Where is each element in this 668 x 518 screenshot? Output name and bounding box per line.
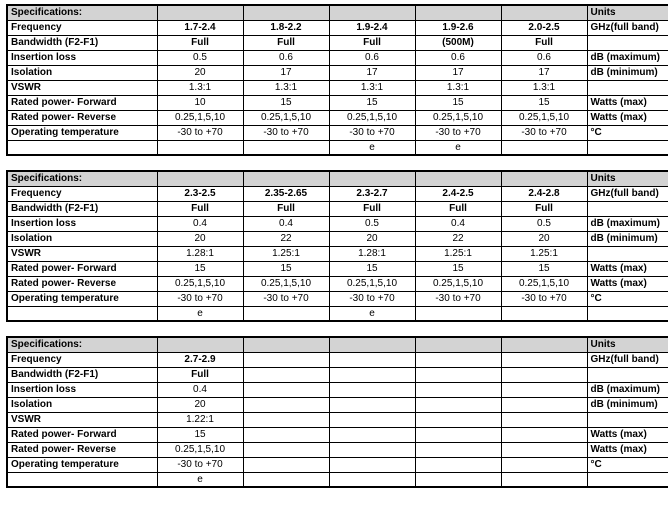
- row-value: [501, 367, 587, 382]
- header-specifications-label: Specifications:: [7, 5, 157, 20]
- row-value: [415, 427, 501, 442]
- row-units: Watts (max): [587, 110, 668, 125]
- table-row: [7, 65, 668, 80]
- row-value: Full: [157, 35, 243, 50]
- header-units-label: Units: [587, 337, 668, 352]
- row-value: 1.28:1: [329, 246, 415, 261]
- header-col-1: [157, 337, 243, 352]
- table-row: [7, 382, 668, 397]
- row-value: [329, 412, 415, 427]
- row-value: [415, 352, 501, 367]
- row-value: 20: [157, 231, 243, 246]
- row-label: Isolation: [7, 65, 157, 80]
- table-row: [7, 125, 668, 140]
- row-value: [329, 397, 415, 412]
- row-value: Full: [415, 201, 501, 216]
- specifications-table-2: [6, 170, 668, 322]
- table-row: [7, 367, 668, 382]
- footnote-units: [587, 140, 668, 155]
- row-label: VSWR: [7, 80, 157, 95]
- row-label: Rated power- Reverse: [7, 442, 157, 457]
- specifications-table-3: [6, 336, 668, 488]
- table-row: [7, 35, 668, 50]
- footnote-cell: [243, 472, 329, 487]
- row-value: [329, 382, 415, 397]
- row-value: 15: [157, 261, 243, 276]
- footnote-label: [7, 306, 157, 321]
- table-row: [7, 457, 668, 472]
- table-row: [7, 291, 668, 306]
- row-value: (500M): [415, 35, 501, 50]
- header-col-3: [329, 171, 415, 186]
- table-footnote-row: [7, 306, 668, 321]
- header-col-2: [243, 171, 329, 186]
- row-units: dB (minimum): [587, 65, 668, 80]
- row-value: [415, 382, 501, 397]
- table-header-row: [7, 5, 668, 20]
- row-label: Bandwidth (F2-F1): [7, 367, 157, 382]
- row-value: 15: [329, 95, 415, 110]
- row-value: -30 to +70: [415, 291, 501, 306]
- row-value: 0.6: [329, 50, 415, 65]
- row-label: Bandwidth (F2-F1): [7, 201, 157, 216]
- row-value: [329, 367, 415, 382]
- row-value: -30 to +70: [157, 457, 243, 472]
- row-value: Full: [243, 201, 329, 216]
- row-label: Frequency: [7, 352, 157, 367]
- table-row: [7, 231, 668, 246]
- row-label: Rated power- Forward: [7, 95, 157, 110]
- row-units: Watts (max): [587, 276, 668, 291]
- row-value: Full: [243, 35, 329, 50]
- row-value: 0.4: [157, 382, 243, 397]
- row-value: 15: [501, 261, 587, 276]
- header-col-3: [329, 337, 415, 352]
- row-value: 0.25,1,5,10: [415, 276, 501, 291]
- row-value: Full: [329, 201, 415, 216]
- row-value: 1.22:1: [157, 412, 243, 427]
- table-row: [7, 110, 668, 125]
- row-units: [587, 80, 668, 95]
- row-value: 10: [157, 95, 243, 110]
- row-value: 0.5: [157, 50, 243, 65]
- row-label: Operating temperature: [7, 457, 157, 472]
- row-value: 0.6: [415, 50, 501, 65]
- row-value: Full: [157, 201, 243, 216]
- row-value: 0.5: [501, 216, 587, 231]
- row-value: -30 to +70: [329, 291, 415, 306]
- row-value: [243, 397, 329, 412]
- row-value: 0.6: [501, 50, 587, 65]
- row-units: dB (minimum): [587, 397, 668, 412]
- row-value: [243, 412, 329, 427]
- row-value: 1.9-2.6: [415, 20, 501, 35]
- header-col-3: [329, 5, 415, 20]
- row-value: Full: [501, 35, 587, 50]
- footnote-cell: [157, 140, 243, 155]
- row-value: [243, 352, 329, 367]
- footnote-cell: [243, 306, 329, 321]
- row-value: 1.9-2.4: [329, 20, 415, 35]
- footnote-cell: [501, 140, 587, 155]
- table-row: [7, 95, 668, 110]
- row-value: 20: [329, 231, 415, 246]
- footnote-cell: [415, 306, 501, 321]
- row-value: 2.35-2.65: [243, 186, 329, 201]
- row-value: -30 to +70: [157, 125, 243, 140]
- footnote-cell: [243, 140, 329, 155]
- table-row: [7, 246, 668, 261]
- row-value: 1.3:1: [329, 80, 415, 95]
- table-header-row: [7, 171, 668, 186]
- row-units: Watts (max): [587, 95, 668, 110]
- row-units: dB (minimum): [587, 231, 668, 246]
- row-label: Operating temperature: [7, 291, 157, 306]
- row-value: 2.7-2.9: [157, 352, 243, 367]
- header-col-1: [157, 5, 243, 20]
- row-label: Frequency: [7, 20, 157, 35]
- row-value: 20: [157, 65, 243, 80]
- row-value: [501, 412, 587, 427]
- row-units: °C: [587, 291, 668, 306]
- row-value: 1.8-2.2: [243, 20, 329, 35]
- row-units: [587, 412, 668, 427]
- row-label: Isolation: [7, 231, 157, 246]
- table-row: [7, 20, 668, 35]
- row-value: [329, 352, 415, 367]
- header-specifications-label: Specifications:: [7, 337, 157, 352]
- row-value: -30 to +70: [501, 125, 587, 140]
- row-value: [501, 457, 587, 472]
- row-value: 20: [157, 397, 243, 412]
- row-value: 15: [415, 261, 501, 276]
- row-label: Rated power- Reverse: [7, 110, 157, 125]
- row-value: 1.3:1: [243, 80, 329, 95]
- header-col-5: [501, 337, 587, 352]
- row-value: -30 to +70: [243, 125, 329, 140]
- header-col-5: [501, 5, 587, 20]
- row-value: -30 to +70: [157, 291, 243, 306]
- row-units: Watts (max): [587, 442, 668, 457]
- row-value: [415, 442, 501, 457]
- header-col-4: [415, 337, 501, 352]
- row-label: Insertion loss: [7, 50, 157, 65]
- header-col-1: [157, 171, 243, 186]
- row-value: 2.4-2.5: [415, 186, 501, 201]
- row-label: Frequency: [7, 186, 157, 201]
- row-units: [587, 367, 668, 382]
- row-value: 0.5: [329, 216, 415, 231]
- row-value: 0.25,1,5,10: [329, 110, 415, 125]
- footnote-cell: e: [157, 472, 243, 487]
- row-value: [243, 382, 329, 397]
- footnote-cell: e: [415, 140, 501, 155]
- row-label: Rated power- Forward: [7, 261, 157, 276]
- row-value: 1.25:1: [415, 246, 501, 261]
- row-value: 17: [501, 65, 587, 80]
- row-value: 2.3-2.7: [329, 186, 415, 201]
- row-value: [329, 442, 415, 457]
- row-value: 2.3-2.5: [157, 186, 243, 201]
- row-value: 0.4: [157, 216, 243, 231]
- footnote-label: [7, 472, 157, 487]
- table-row: [7, 186, 668, 201]
- row-value: 0.25,1,5,10: [329, 276, 415, 291]
- table-row: [7, 442, 668, 457]
- row-value: Full: [501, 201, 587, 216]
- footnote-units: [587, 472, 668, 487]
- row-label: Bandwidth (F2-F1): [7, 35, 157, 50]
- row-value: 0.25,1,5,10: [501, 110, 587, 125]
- row-value: 1.3:1: [501, 80, 587, 95]
- row-value: [501, 427, 587, 442]
- row-value: [243, 442, 329, 457]
- row-label: Insertion loss: [7, 382, 157, 397]
- row-value: 1.25:1: [501, 246, 587, 261]
- row-value: 15: [243, 261, 329, 276]
- row-label: Isolation: [7, 397, 157, 412]
- row-value: 0.4: [243, 216, 329, 231]
- row-units: GHz(full band): [587, 186, 668, 201]
- row-value: 0.25,1,5,10: [501, 276, 587, 291]
- row-value: [415, 412, 501, 427]
- row-units: dB (maximum): [587, 50, 668, 65]
- row-value: 1.3:1: [157, 80, 243, 95]
- footnote-cell: [501, 306, 587, 321]
- table-row: [7, 397, 668, 412]
- row-value: 0.25,1,5,10: [243, 110, 329, 125]
- row-units: GHz(full band): [587, 352, 668, 367]
- row-value: 2.0-2.5: [501, 20, 587, 35]
- row-label: Rated power- Reverse: [7, 276, 157, 291]
- header-units-label: Units: [587, 171, 668, 186]
- row-value: 2.4-2.8: [501, 186, 587, 201]
- header-col-2: [243, 5, 329, 20]
- row-value: 15: [415, 95, 501, 110]
- row-value: [243, 457, 329, 472]
- row-value: 1.3:1: [415, 80, 501, 95]
- row-value: [501, 442, 587, 457]
- footnote-units: [587, 306, 668, 321]
- row-value: 0.25,1,5,10: [415, 110, 501, 125]
- row-value: 1.28:1: [157, 246, 243, 261]
- row-value: [415, 367, 501, 382]
- row-value: 17: [415, 65, 501, 80]
- row-label: Operating temperature: [7, 125, 157, 140]
- footnote-cell: [415, 472, 501, 487]
- row-value: -30 to +70: [501, 291, 587, 306]
- row-label: VSWR: [7, 246, 157, 261]
- row-label: Insertion loss: [7, 216, 157, 231]
- row-units: °C: [587, 125, 668, 140]
- row-value: [329, 457, 415, 472]
- row-units: Watts (max): [587, 427, 668, 442]
- row-value: [501, 352, 587, 367]
- row-units: °C: [587, 457, 668, 472]
- row-value: [415, 397, 501, 412]
- table-footnote-row: [7, 472, 668, 487]
- header-col-4: [415, 5, 501, 20]
- row-value: 17: [329, 65, 415, 80]
- row-value: 20: [501, 231, 587, 246]
- row-value: [501, 397, 587, 412]
- row-value: 1.25:1: [243, 246, 329, 261]
- table-row: [7, 80, 668, 95]
- row-value: 15: [501, 95, 587, 110]
- row-units: dB (maximum): [587, 216, 668, 231]
- table-row: [7, 412, 668, 427]
- row-units: Watts (max): [587, 261, 668, 276]
- footnote-cell: [329, 472, 415, 487]
- row-value: 15: [329, 261, 415, 276]
- footnote-cell: e: [329, 140, 415, 155]
- row-value: [329, 427, 415, 442]
- row-value: [415, 457, 501, 472]
- row-units: [587, 246, 668, 261]
- row-value: -30 to +70: [243, 291, 329, 306]
- specifications-table-1: [6, 4, 668, 156]
- row-label: VSWR: [7, 412, 157, 427]
- row-units: [587, 35, 668, 50]
- table-row: [7, 276, 668, 291]
- row-value: Full: [157, 367, 243, 382]
- table-row: [7, 216, 668, 231]
- table-row: [7, 261, 668, 276]
- row-value: 0.25,1,5,10: [157, 276, 243, 291]
- row-value: -30 to +70: [415, 125, 501, 140]
- row-value: 15: [243, 95, 329, 110]
- footnote-cell: e: [329, 306, 415, 321]
- footnote-label: [7, 140, 157, 155]
- row-value: 17: [243, 65, 329, 80]
- row-value: 0.25,1,5,10: [157, 442, 243, 457]
- footnote-cell: [501, 472, 587, 487]
- row-units: GHz(full band): [587, 20, 668, 35]
- table-footnote-row: [7, 140, 668, 155]
- footnote-cell: e: [157, 306, 243, 321]
- row-value: 0.4: [415, 216, 501, 231]
- header-col-5: [501, 171, 587, 186]
- row-value: 0.25,1,5,10: [243, 276, 329, 291]
- table-row: [7, 201, 668, 216]
- header-col-2: [243, 337, 329, 352]
- row-value: [501, 382, 587, 397]
- row-value: -30 to +70: [329, 125, 415, 140]
- row-value: [243, 367, 329, 382]
- table-row: [7, 427, 668, 442]
- row-units: [587, 201, 668, 216]
- row-value: [243, 427, 329, 442]
- row-value: Full: [329, 35, 415, 50]
- row-label: Rated power- Forward: [7, 427, 157, 442]
- row-value: 1.7-2.4: [157, 20, 243, 35]
- header-specifications-label: Specifications:: [7, 171, 157, 186]
- row-value: 15: [157, 427, 243, 442]
- header-col-4: [415, 171, 501, 186]
- row-units: dB (maximum): [587, 382, 668, 397]
- table-row: [7, 50, 668, 65]
- row-value: 0.25,1,5,10: [157, 110, 243, 125]
- row-value: 22: [415, 231, 501, 246]
- header-units-label: Units: [587, 5, 668, 20]
- table-header-row: [7, 337, 668, 352]
- row-value: 22: [243, 231, 329, 246]
- table-row: [7, 352, 668, 367]
- row-value: 0.6: [243, 50, 329, 65]
